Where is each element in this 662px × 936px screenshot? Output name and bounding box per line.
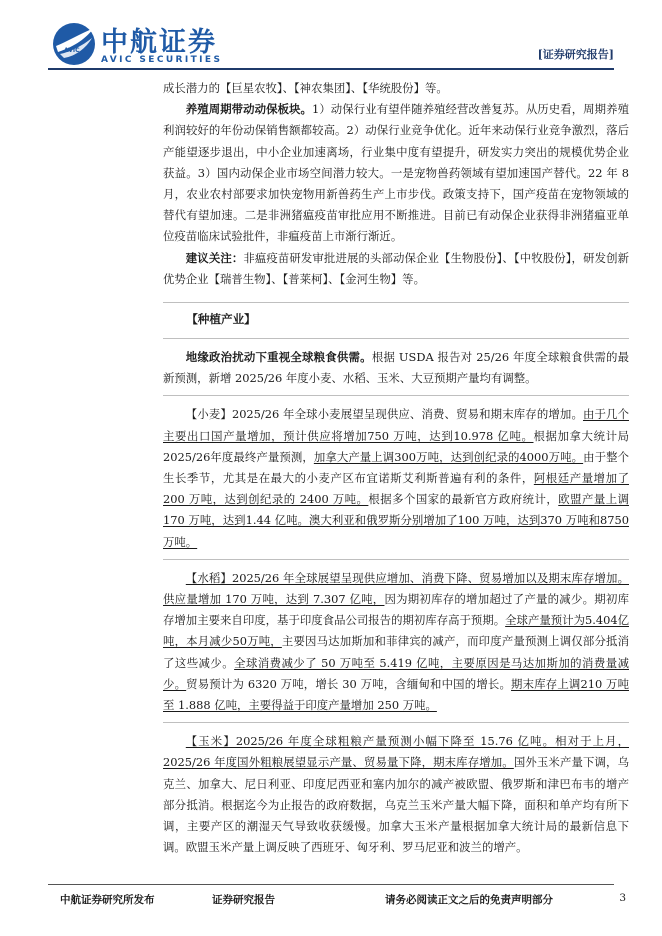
wheat-text: 根据多个国家的最新官方政府统计，: [368, 492, 559, 507]
wheat-highlight: 由于几个主要出口国产量增加，预计供应将增加750 万吨，达到10.978 亿吨。: [163, 407, 629, 443]
header-report-type: [证券研究报告]: [537, 48, 614, 61]
rice-highlight: 供应量增加 170 万吨，达到 7.307 亿吨，: [163, 592, 385, 607]
logo-chinese-name: 中航证券: [101, 27, 217, 58]
wheat-highlight: 阿根廷产量增加了 200 万吨，达到创纪录的 2400 万吨。: [163, 471, 629, 507]
paragraph-rice: [163, 568, 629, 716]
rice-highlight: 期末库存上调210 万吨至 1.888 亿吨，主要得益于印度产量增加 250 万吨。: [163, 676, 629, 713]
footer-disclaimer: 请务必阅读正文之后的免责声明部分: [385, 894, 553, 906]
logo-english-name: AVIC SECURITIES: [101, 55, 223, 65]
rice-text: 贸易预计为 6320 万吨，增长 30 万吨，含缅甸和中国的增长。: [186, 676, 512, 691]
paragraph-text: 根据 USDA 报告对 25/26 年度全球粮食供需的最新预测，新增 2025/26 年度小麦、水稻、玉米、大豆预期产量均有调整。: [163, 350, 629, 386]
footer-publisher: 中航证券研究所发布: [60, 894, 155, 906]
section-divider: [163, 290, 629, 303]
footer-divider: [48, 884, 614, 885]
rice-highlight: 全球产量预计为5.404亿吨，本月减少50万吨，: [163, 613, 629, 649]
page-footer: [0, 870, 662, 930]
section-divider: [163, 330, 629, 339]
paragraph-text: 成长潜力的【巨星农牧】、【神农集团】、【华统股份】等。: [163, 81, 448, 95]
report-body: [163, 78, 629, 859]
paragraph-lead: 建议关注：: [185, 250, 244, 265]
wheat-highlight: 欧盟产量上调170 万吨，达到1.44 亿吨。澳大利亚和俄罗斯分别增加了100 万吨，达到370 万吨和8750 万吨。: [163, 492, 629, 549]
corn-text: 国外玉米产量下调，乌克兰、加拿大、尼日利亚、印度尼西亚和塞内加尔的减产被欧盟、俄罗斯和津巴布韦的增产部分抵消。根据迄今为止报告的政府数据，乌克兰玉米产量大幅下降，面积和单产均有所下调，主要产区的潮湿天气导致收获缓慢。加拿大玉米产量根据加拿大统计局的最新信息下调。欧盟玉米产量上调反映了西班牙、匈牙利、罗马尼亚和波兰的增产。: [163, 755, 629, 855]
paragraph-animal-health: [163, 99, 629, 247]
logo-badge-text: AVIC: [64, 47, 80, 54]
page-number: 3: [619, 892, 626, 904]
paragraph-grain-supply: [163, 347, 629, 389]
paragraph-text: 非瘟疫苗研发审批进展的头部动保企业【生物股份】、【中牧股份】，研发创新优势企业【瑞普生物】、【普莱柯】、【金河生物】等。: [163, 250, 629, 286]
header-divider: [48, 68, 614, 70]
paragraph-growth-potential: [163, 78, 629, 99]
corn-highlight: 【玉米】2025/26 年度全球粗粮产量预测小幅下降至 15.76 亿吨。相对于上月，2025/26 年度国外粗粮展望显示产量、贸易量下降，期末库存增加。: [163, 734, 629, 770]
paragraph-text: 1）动保行业有望伴随养殖经营改善复苏。从历史看，周期养殖利润较好的年份动保销售额都较高。2）动保行业竞争优化。近年来动保行业竞争激烈，落后产能望逐步退出，中小企业加速离场，行业集中度有望提升，研发实力突出的规模优势企业获益。3）国内动保企业市场空间潜力较大。一是宠物兽药领域有望加速国产替代。22 年 8 月，农业农村部要求加快宠物用新兽药生产上市步伐。政策支持下，国产疫苗在宠物领域的替代有望加速。二是非洲猪瘟疫苗审批应用不断推进。目前已有动保企业获得非洲猪瘟亚单位疫苗临床试验批件，非瘟疫苗上市渐行渐近。: [163, 102, 629, 244]
section-divider: [163, 716, 629, 723]
wheat-highlight: 加拿大产量上调300万吨，达到创纪录的4000万吨。: [313, 449, 584, 464]
rice-text: 主要因马达加斯加和菲律宾的减产，而印度产量预测上调仅部分抵消了这些减少。: [163, 634, 629, 670]
paragraph-recommendation: [163, 248, 629, 290]
rice-highlight: 【水稻】2025/26 年全球展望呈现供应增加、消费下降、贸易增加以及期末库存增加。: [185, 570, 629, 585]
rice-text: 因为期初库存的增加超过了产量的减少。期初库存增加主要来自印度，基于印度食品公司报告的期初库存高于预期。: [163, 592, 629, 628]
wheat-text: 由于整个生长季节，尤其是在最大的小麦产区布宜诺斯艾利斯普遍有利的条件，: [163, 449, 629, 486]
paragraph-lead: 养殖周期带动动保板块。: [185, 102, 312, 117]
paragraph-wheat: [163, 404, 629, 552]
wheat-text: 根据加拿大统计局 2025/26年度最终产量预测，: [163, 428, 629, 464]
rice-highlight: 全球消费减少了 50 万吨至 5.419 亿吨，主要原因是马达加斯加的消费量减少。: [163, 655, 629, 691]
footer-report-type: 证券研究报告: [212, 894, 275, 906]
paragraph-corn: [163, 731, 629, 858]
section-divider: [163, 553, 629, 560]
paragraph-lead: 地缘政治扰动下重视全球粮食供需。: [185, 350, 372, 365]
wheat-text: 【小麦】2025/26 年全球小麦展望呈现供应、消费、贸易和期末库存的增加。: [185, 407, 583, 422]
page-header: [0, 0, 662, 78]
avic-securities-logo: [52, 20, 227, 70]
section-divider: [163, 389, 629, 396]
avic-wing-logo-icon: [52, 22, 96, 66]
section-title-planting: 【种植产业】: [186, 312, 256, 327]
